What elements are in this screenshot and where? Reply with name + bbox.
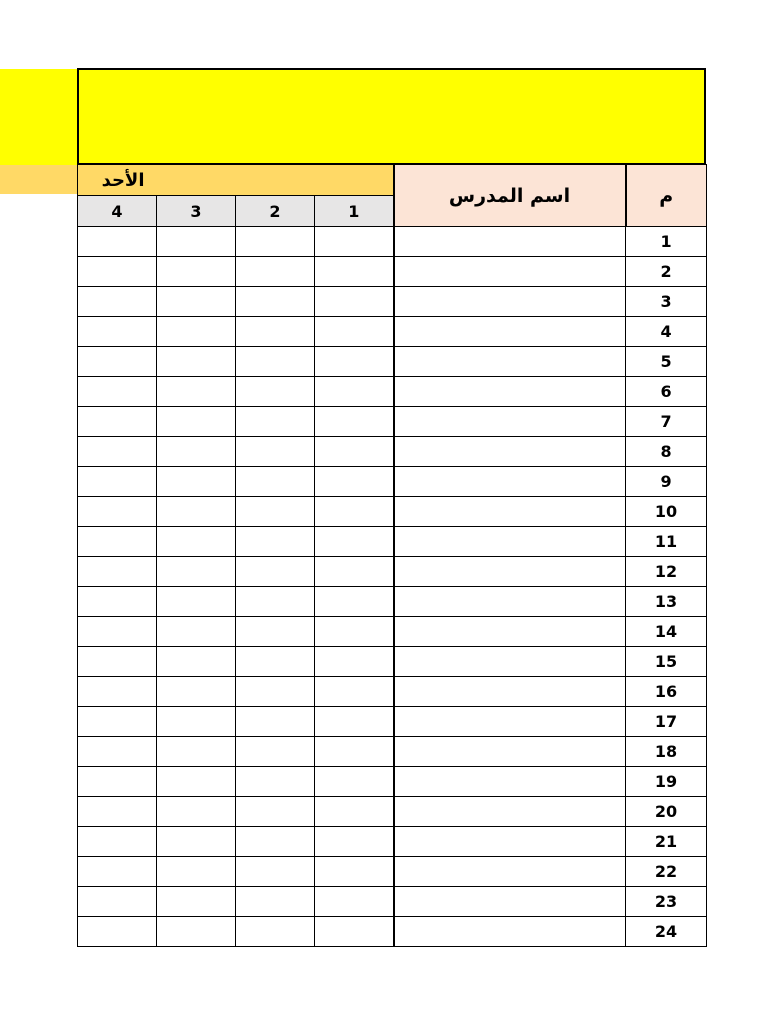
- period-cell[interactable]: [78, 287, 157, 317]
- teacher-name-cell[interactable]: [394, 737, 626, 767]
- table-row: [78, 617, 707, 647]
- period-cell[interactable]: [236, 227, 315, 257]
- serial-number-cell[interactable]: 21: [626, 827, 707, 857]
- period-cell[interactable]: [157, 257, 236, 287]
- period-cell[interactable]: [78, 857, 157, 887]
- period-cell[interactable]: [315, 587, 394, 617]
- period-cell[interactable]: [78, 437, 157, 467]
- period-cell[interactable]: [236, 407, 315, 437]
- period-cell[interactable]: [236, 827, 315, 857]
- teacher-name-cell[interactable]: [394, 887, 626, 917]
- table-row: [78, 437, 707, 467]
- teacher-name-header[interactable]: اسم المدرس: [394, 165, 626, 227]
- period-cell[interactable]: [78, 347, 157, 377]
- period-cell[interactable]: [315, 677, 394, 707]
- period-cell[interactable]: [315, 887, 394, 917]
- teacher-name-cell[interactable]: [394, 467, 626, 497]
- serial-number-cell[interactable]: 22: [626, 857, 707, 887]
- period-cell[interactable]: [157, 557, 236, 587]
- period-cell[interactable]: [315, 467, 394, 497]
- period-cell[interactable]: [78, 227, 157, 257]
- period-cell[interactable]: [236, 797, 315, 827]
- teacher-name-cell[interactable]: [394, 707, 626, 737]
- period-cell[interactable]: [236, 317, 315, 347]
- period-cell[interactable]: [157, 677, 236, 707]
- teacher-name-cell[interactable]: [394, 767, 626, 797]
- period-cell[interactable]: [236, 467, 315, 497]
- serial-number-cell[interactable]: 4: [626, 317, 707, 347]
- serial-number-cell[interactable]: 1: [626, 227, 707, 257]
- period-cell[interactable]: [236, 587, 315, 617]
- period-cell[interactable]: [157, 917, 236, 947]
- table-row: [78, 917, 707, 947]
- period-cell[interactable]: [315, 227, 394, 257]
- period-cell[interactable]: [78, 377, 157, 407]
- period-cell[interactable]: [315, 377, 394, 407]
- table-row: [78, 797, 707, 827]
- serial-number-cell[interactable]: 10: [626, 497, 707, 527]
- serial-number-cell[interactable]: 2: [626, 257, 707, 287]
- period-cell[interactable]: [236, 257, 315, 287]
- period-cell[interactable]: [236, 677, 315, 707]
- period-cell[interactable]: [78, 827, 157, 857]
- period-cell[interactable]: [236, 857, 315, 887]
- period-cell[interactable]: [78, 587, 157, 617]
- serial-number-cell[interactable]: 19: [626, 767, 707, 797]
- period-header[interactable]: 3: [157, 196, 236, 227]
- table-row: [78, 707, 707, 737]
- period-cell[interactable]: [236, 347, 315, 377]
- teacher-name-cell[interactable]: [394, 317, 626, 347]
- teacher-schedule-table: [77, 164, 707, 947]
- period-cell[interactable]: [157, 347, 236, 377]
- serial-number-cell[interactable]: 14: [626, 617, 707, 647]
- period-cell[interactable]: [315, 347, 394, 377]
- period-cell[interactable]: [236, 647, 315, 677]
- table-row: [78, 377, 707, 407]
- serial-number-cell[interactable]: 20: [626, 797, 707, 827]
- period-cell[interactable]: [78, 257, 157, 287]
- teacher-name-cell[interactable]: [394, 557, 626, 587]
- teacher-name-cell[interactable]: [394, 587, 626, 617]
- period-cell[interactable]: [78, 557, 157, 587]
- period-cell[interactable]: [157, 467, 236, 497]
- period-header[interactable]: 4: [78, 196, 157, 227]
- period-cell[interactable]: [157, 317, 236, 347]
- period-cell[interactable]: [315, 767, 394, 797]
- table-row: [78, 227, 707, 257]
- period-cell[interactable]: [78, 677, 157, 707]
- title-banner[interactable]: [77, 68, 706, 165]
- period-cell[interactable]: [315, 647, 394, 677]
- period-cell[interactable]: [315, 857, 394, 887]
- period-cell[interactable]: [78, 527, 157, 557]
- table-row: [78, 647, 707, 677]
- period-cell[interactable]: [236, 287, 315, 317]
- period-cell[interactable]: [157, 287, 236, 317]
- serial-number-cell[interactable]: 16: [626, 677, 707, 707]
- table-row: [78, 497, 707, 527]
- table-row: [78, 857, 707, 887]
- period-cell[interactable]: [236, 437, 315, 467]
- table-row: [78, 587, 707, 617]
- period-cell[interactable]: [236, 737, 315, 767]
- period-cell[interactable]: [236, 767, 315, 797]
- table-row: [78, 767, 707, 797]
- period-cell[interactable]: [157, 707, 236, 737]
- period-cell[interactable]: [315, 707, 394, 737]
- period-cell[interactable]: [157, 857, 236, 887]
- serial-number-cell[interactable]: 18: [626, 737, 707, 767]
- period-cell[interactable]: [157, 617, 236, 647]
- serial-number-cell[interactable]: 23: [626, 887, 707, 917]
- teacher-name-cell[interactable]: [394, 377, 626, 407]
- period-cell[interactable]: [315, 527, 394, 557]
- serial-number-cell[interactable]: 24: [626, 917, 707, 947]
- period-cell[interactable]: [236, 557, 315, 587]
- table-row: [78, 827, 707, 857]
- period-cell[interactable]: [315, 437, 394, 467]
- period-cell[interactable]: [236, 617, 315, 647]
- teacher-name-cell[interactable]: [394, 797, 626, 827]
- teacher-name-cell[interactable]: [394, 677, 626, 707]
- period-cell[interactable]: [157, 737, 236, 767]
- serial-number-cell[interactable]: 12: [626, 557, 707, 587]
- table-row: [78, 887, 707, 917]
- period-cell[interactable]: [157, 647, 236, 677]
- period-cell[interactable]: [157, 827, 236, 857]
- period-cell[interactable]: [78, 617, 157, 647]
- period-cell[interactable]: [157, 407, 236, 437]
- teacher-name-cell[interactable]: [394, 647, 626, 677]
- period-cell[interactable]: [236, 887, 315, 917]
- teacher-name-cell[interactable]: [394, 257, 626, 287]
- serial-number-cell[interactable]: 7: [626, 407, 707, 437]
- period-cell[interactable]: [78, 887, 157, 917]
- period-cell[interactable]: [157, 587, 236, 617]
- period-cell[interactable]: [315, 917, 394, 947]
- period-cell[interactable]: [78, 917, 157, 947]
- period-cell[interactable]: [157, 797, 236, 827]
- period-cell[interactable]: [78, 737, 157, 767]
- period-cell[interactable]: [78, 647, 157, 677]
- period-cell[interactable]: [78, 797, 157, 827]
- serial-number-cell[interactable]: 5: [626, 347, 707, 377]
- period-cell[interactable]: [315, 557, 394, 587]
- period-cell[interactable]: [157, 887, 236, 917]
- period-cell[interactable]: [236, 527, 315, 557]
- period-cell[interactable]: [236, 497, 315, 527]
- serial-number-cell[interactable]: 8: [626, 437, 707, 467]
- period-header[interactable]: 1: [315, 196, 394, 227]
- teacher-name-cell[interactable]: [394, 287, 626, 317]
- period-cell[interactable]: [315, 257, 394, 287]
- teacher-name-cell[interactable]: [394, 497, 626, 527]
- period-cell[interactable]: [315, 407, 394, 437]
- period-cell[interactable]: [78, 707, 157, 737]
- period-cell[interactable]: [315, 287, 394, 317]
- period-cell[interactable]: [236, 377, 315, 407]
- table-row: [78, 407, 707, 437]
- period-cell[interactable]: [157, 377, 236, 407]
- table-row: [78, 527, 707, 557]
- side-yellow-block: [0, 69, 78, 165]
- serial-number-cell[interactable]: 11: [626, 527, 707, 557]
- table-row: [78, 737, 707, 767]
- period-cell[interactable]: [236, 917, 315, 947]
- period-cell[interactable]: [157, 767, 236, 797]
- period-cell[interactable]: [315, 827, 394, 857]
- period-header[interactable]: 2: [236, 196, 315, 227]
- period-cell[interactable]: [78, 767, 157, 797]
- table-row: [78, 677, 707, 707]
- period-cell[interactable]: [78, 467, 157, 497]
- teacher-name-cell[interactable]: [394, 827, 626, 857]
- serial-number-cell[interactable]: 15: [626, 647, 707, 677]
- day-header[interactable]: الأحد: [78, 165, 394, 196]
- period-cell[interactable]: [315, 737, 394, 767]
- table-row: [78, 317, 707, 347]
- teacher-name-cell[interactable]: [394, 857, 626, 887]
- teacher-name-cell[interactable]: [394, 407, 626, 437]
- teacher-name-cell[interactable]: [394, 227, 626, 257]
- teacher-name-cell[interactable]: [394, 527, 626, 557]
- serial-number-cell[interactable]: 13: [626, 587, 707, 617]
- period-cell[interactable]: [78, 407, 157, 437]
- teacher-name-cell[interactable]: [394, 617, 626, 647]
- period-cell[interactable]: [315, 317, 394, 347]
- serial-number-cell[interactable]: 3: [626, 287, 707, 317]
- period-cell[interactable]: [157, 437, 236, 467]
- serial-header[interactable]: م: [626, 165, 707, 227]
- teacher-name-cell[interactable]: [394, 917, 626, 947]
- period-cell[interactable]: [315, 497, 394, 527]
- period-cell[interactable]: [157, 227, 236, 257]
- serial-number-cell[interactable]: 6: [626, 377, 707, 407]
- table-row: [78, 257, 707, 287]
- period-cell[interactable]: [157, 527, 236, 557]
- period-cell[interactable]: [315, 797, 394, 827]
- serial-number-cell[interactable]: 9: [626, 467, 707, 497]
- table-row: [78, 467, 707, 497]
- teacher-name-cell[interactable]: [394, 347, 626, 377]
- table-row: [78, 347, 707, 377]
- period-cell[interactable]: [315, 617, 394, 647]
- period-cell[interactable]: [157, 497, 236, 527]
- table-row: [78, 287, 707, 317]
- period-cell[interactable]: [78, 497, 157, 527]
- serial-number-cell[interactable]: 17: [626, 707, 707, 737]
- period-cell[interactable]: [78, 317, 157, 347]
- period-cell[interactable]: [236, 707, 315, 737]
- table-row: [78, 557, 707, 587]
- side-orange-block: [0, 165, 78, 194]
- teacher-name-cell[interactable]: [394, 437, 626, 467]
